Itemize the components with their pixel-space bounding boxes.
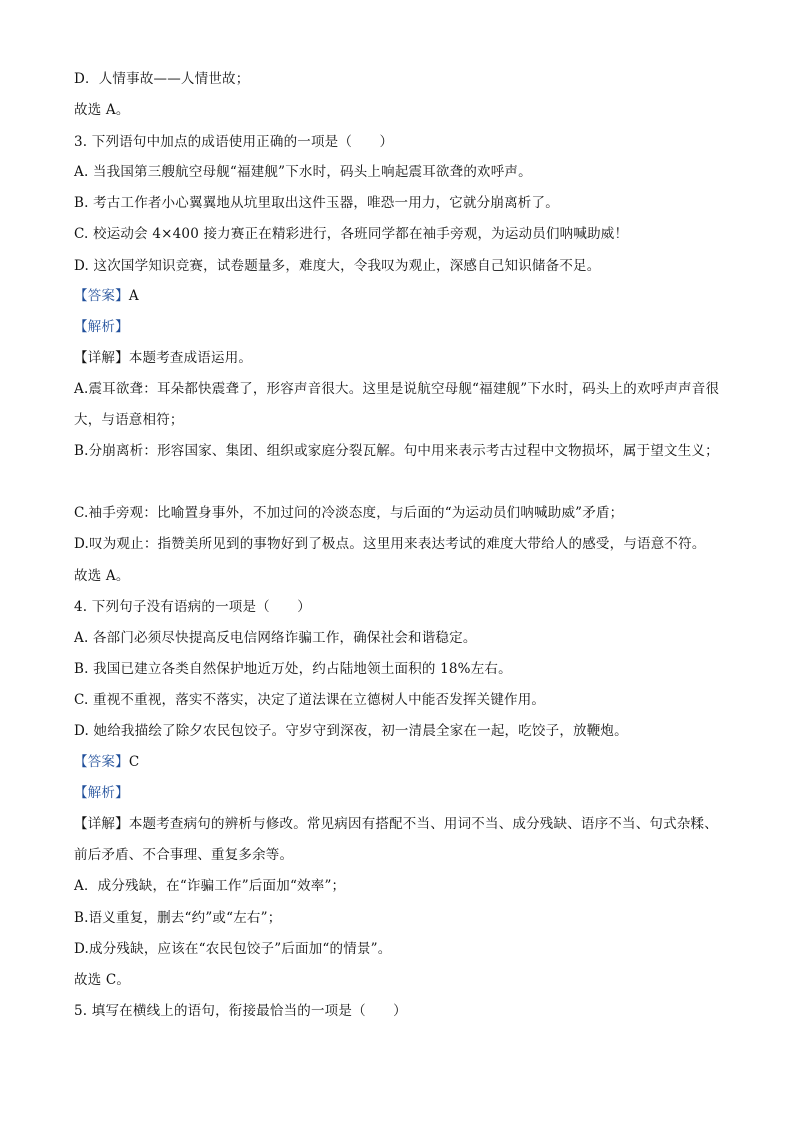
q3-option-d: D. 这次国学知识竞赛，试卷题量多，难度大，令我叹为观止，深感自己知识储备不足。 (74, 258, 601, 274)
answer-tag: 【答案】 (74, 754, 129, 770)
option-d-previous: D．人情事故——人情世故； (74, 71, 250, 87)
answer-value: A (128, 288, 139, 304)
q4-option-d: D. 她给我描绘了除夕农民包饺子。守岁守到深夜，初一清晨全家在一起，吃饺子，放鞭炮。 (74, 723, 628, 739)
q4-option-b: B. 我国已建立各类自然保护地近万处，约占陆地领土面积的 18%左右。 (74, 661, 512, 677)
q3-analysis-tag (74, 317, 726, 337)
q4-explanation-a: A．成分残缺，在“诈骗工作”后面加“效率”； (74, 878, 346, 894)
q3-choose: 故选 A。 (74, 568, 130, 584)
detail-text: 本题考查成语运用。 (128, 350, 253, 366)
q4-explanation-b: B.语义重复，删去“约”或“左右”； (74, 910, 282, 926)
q4-choose: 故选 C。 (74, 972, 131, 988)
answer-tag: 【答案】 (74, 288, 129, 304)
analysis-tag: 【解析】 (74, 785, 129, 801)
q3-option-b: B. 考古工作者小心翼翼地从坑里取出这件玉器，唯恐一用力，它就分崩离析了。 (74, 195, 559, 211)
q3-stem: 3. 下列语句中加点的成语使用正确的一项是（ ） (74, 134, 394, 150)
q5-stem: 5. 填写在横线上的语句，衔接最恰当的一项是（ ） (74, 1003, 407, 1019)
q4-stem: 4. 下列句子没有语病的一项是（ ） (74, 599, 311, 615)
analysis-tag: 【解析】 (74, 319, 129, 335)
answer-value: C (128, 754, 140, 770)
detail-tag: 【详解】 (74, 816, 129, 832)
q3-explanation-d: D.叹为观止：指赞美所见到的事物好到了极点。这里用来表达考试的难度大带给人的感受，与语意不符。 (74, 536, 706, 552)
q4-option-a: A. 各部门必须尽快提高反电信网络诈骗工作，确保社会和谐稳定。 (74, 630, 477, 646)
q4-answer (74, 752, 726, 772)
q3-answer (74, 286, 726, 306)
q4-explanation-d: D.成分残缺，应该在“农民包饺子”后面加“的情景”。 (74, 941, 392, 957)
q3-detail (74, 348, 726, 368)
q3-explanation-a: A.震耳欲聋：耳朵都快震聋了，形容声音很大。这里是说航空母舰“福建舰”下水时，码头上的欢呼声声音很大，与语意相符； (74, 381, 720, 428)
q3-option-a: A. 当我国第三艘航空母舰“福建舰”下水时，码头上响起震耳欲聋的欢呼声。 (74, 164, 532, 180)
detail-tag: 【详解】 (74, 350, 129, 366)
q4-option-c: C. 重视不重视，落实不落实，决定了道法课在立德树人中能否发挥关键作用。 (74, 692, 546, 708)
q4-detail (74, 809, 726, 871)
q3-explanation-b: B.分崩离析：形容国家、集团、组织或家庭分裂瓦解。句中用来表示考古过程中文物损坏，属于望文生义； (74, 443, 719, 459)
detail-text: 本题考查病句的辨析与修改。常见病因有搭配不当、用词不当、成分残缺、语序不当、句式杂糅、前后矛盾、不合事理、重复多余等。 (74, 816, 718, 863)
q3-explanation-c: C.袖手旁观：比喻置身事外，不加过问的冷淡态度，与后面的“为运动员们呐喊助威”矛盾； (74, 505, 624, 521)
choose-previous: 故选 A。 (74, 102, 130, 118)
q3-option-c: C. 校运动会 4×400 接力赛正在精彩进行，各班同学都在袖手旁观，为运动员们呐喊助威！ (74, 226, 629, 242)
q4-analysis-tag (74, 783, 726, 803)
